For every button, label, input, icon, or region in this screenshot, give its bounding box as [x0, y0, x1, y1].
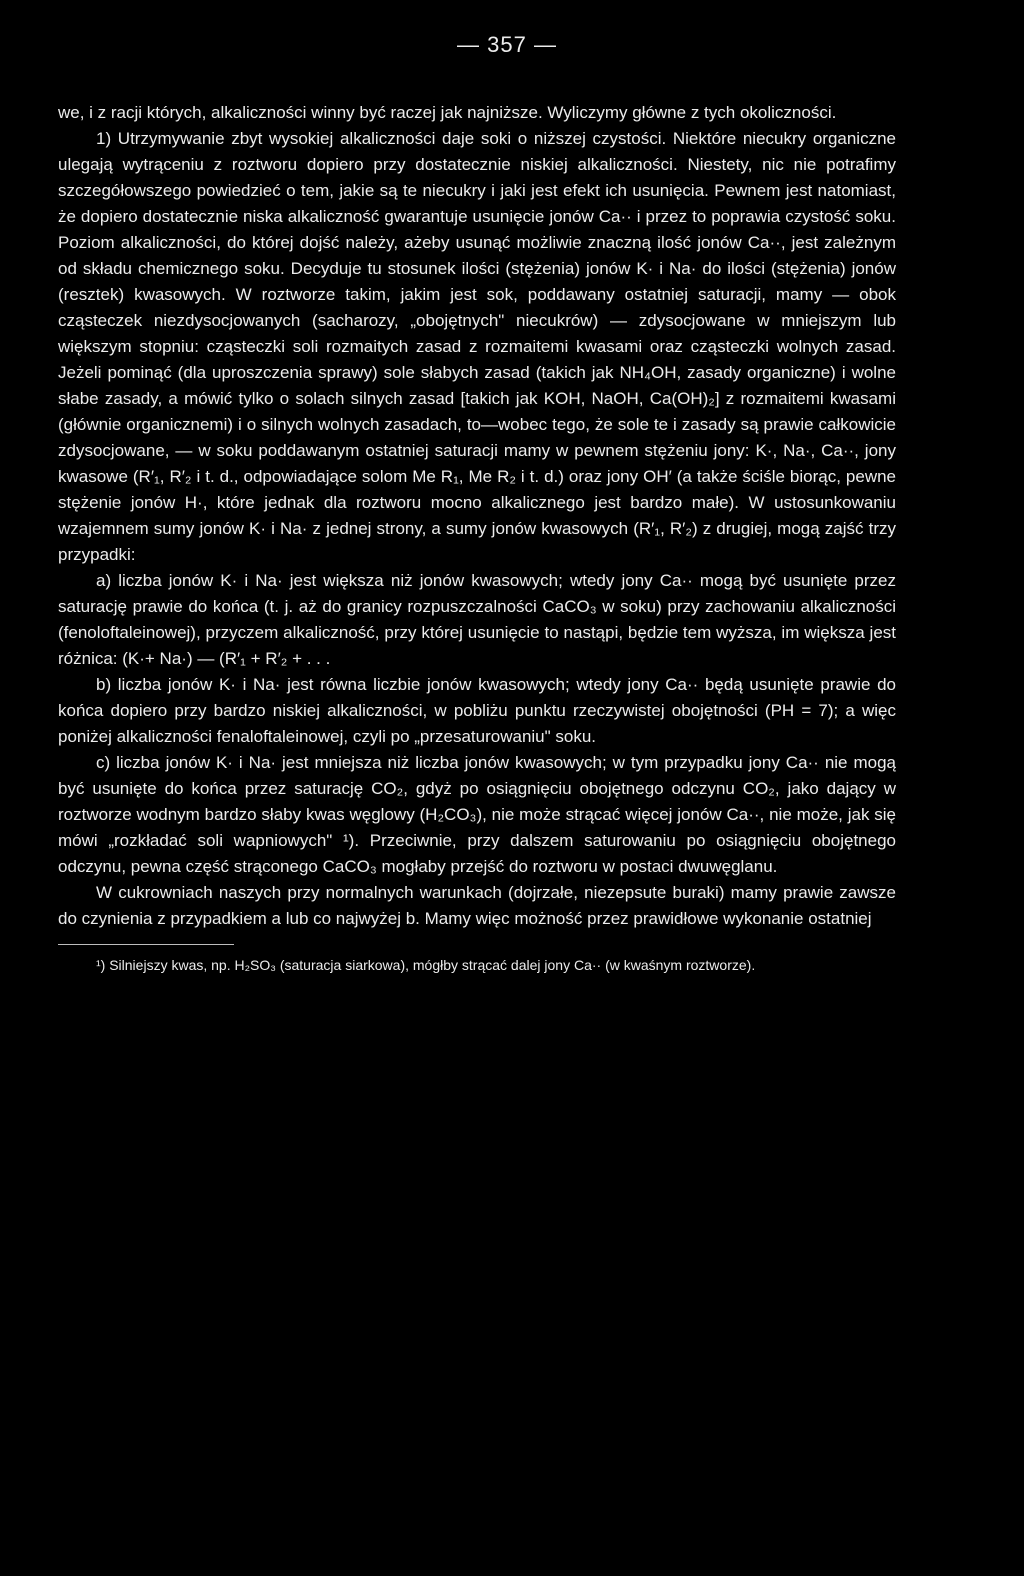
paragraph-final: W cukrowniach naszych przy normalnych warunkach (dojrzałe, niezepsute buraki) mamy prawie zawsze do czynienia z przypadkiem a lub co najwyżej b. Mamy więc możność przez prawidłowe wykonanie ostatniej: [58, 883, 896, 928]
book-page: [58, 30, 896, 1550]
paragraph-case-b: b) liczba jonów K· i Na· jest równa liczbie jonów kwasowych; wtedy jony Ca·· będą usunięte prawie do końca dopiero przy bardzo niskiej alkaliczności, w pobliżu punktu rzeczywistej obojętności (PH = 7); a więc poniżej alkaliczności fenaloftaleinowej, czyli po „przesaturowaniu" soku.: [58, 675, 896, 746]
paragraph-2: 1) Utrzymywanie zbyt wysokiej alkaliczności daje soki o niższej czystości. Niektóre niecukry organiczne ulegają wytrąceniu z roztworu dopiero przy dostatecznie niskiej alkaliczności. Niestety, nic nie potrafimy szczegółowszego powiedzieć o tem, jakie są te niecukry i jaki jest efekt ich usunięcia. Pewnem jest natomiast, że dopiero dostatecznie niska alkaliczność gwarantuje usunięcie jonów Ca·· i przez to poprawia czystość soku. Poziom alkaliczności, do której dojść należy, ażeby usunąć możliwie znaczną ilość jonów Ca··, jest zależnym od składu chemicznego soku. Decyduje tu stosunek ilości (stężenia) jonów K· i Na· do ilości (stężenia) jonów (resztek) kwasowych. W roztworze takim, jakim jest sok, poddawany ostatniej saturacji, mamy — obok cząsteczek niezdysocjowanych (sacharozy, „obojętnych" niecukrów) — zdysocjowane w mniejszym lub większym stopniu: cząsteczki soli rozmaitych zasad z rozmaitemi kwasami oraz cząsteczki wolnych zasad. Jeżeli pominąć (dla uproszczenia sprawy) sole słabych zasad (takich jak NH₄OH, zasady organiczne) i wolne słabe zasady, a mówić tylko o solach silnych zasad [takich jak KOH, NaOH, Ca(OH)₂] z rozmaitemi kwasami (głównie organicznemi) i o silnych wolnych zasadach, to—wobec tego, że sole te i zasady są prawie całkowicie zdysocjowane, — w soku poddawanym ostatniej saturacji mamy w pewnem stężeniu jony: K·, Na·, Ca··, jony kwasowe (R′₁, R′₂ i t. d., odpowiadające solom Me R₁, Me R₂ i t. d.) oraz jony OH′ (a także ściśle biorąc, pewne stężenie jonów H·, które jednak dla roztworu mocno alkalicznego jest bardzo małe). W ustosunkowaniu wzajemnem sumy jonów K· i Na· z jednej strony, a sumy jonów kwasowych (R′₁, R′₂) z drugiej, mogą zajść trzy przypadki:: [58, 129, 896, 564]
footnote-divider: [58, 944, 234, 945]
page-number: — 357 —: [457, 32, 557, 57]
body-text: [58, 100, 896, 932]
footnote: ¹) Silniejszy kwas, np. H₂SO₃ (saturacja siarkowa), mógłby strącać dalej jony Ca·· (w kwaśnym roztworze).: [96, 957, 756, 973]
paragraph-1: we, i z racji których, alkaliczności winny być raczej jak najniższe. Wyliczymy główne z tych okoliczności.: [58, 103, 837, 122]
paragraph-case-c: c) liczba jonów K· i Na· jest mniejsza niż liczba jonów kwasowych; w tym przypadku jony Ca·· nie mogą być usunięte do końca przez saturację CO₂, gdyż po osiągnięciu obojętnego odczynu CO₂, jako dający w roztworze wodnym bardzo słaby kwas węglowy (H₂CO₃), nie może strącać więcej jonów Ca··, nie może, jak się mówi „rozkładać soli wapniowych" ¹). Przeciwnie, przy dalszem saturowaniu po osiągnięciu obojętnego odczynu, pewna część strąconego CaCO₃ mogłaby przejść do roztworu w postaci dwuwęglanu.: [58, 753, 896, 876]
paragraph-case-a: a) liczba jonów K· i Na· jest większa niż jonów kwasowych; wtedy jony Ca·· mogą być usunięte przez saturację prawie do końca (t. j. aż do granicy rozpuszczalności CaCO₃ w soku) przy zachowaniu alkaliczności (fenoloftaleinowej), przyczem alkaliczność, przy której usunięcie to nastąpi, będzie tem wyższa, im większa jest różnica: (K·+ Na·) — (R′₁ + R′₂ + . . .: [58, 571, 896, 668]
